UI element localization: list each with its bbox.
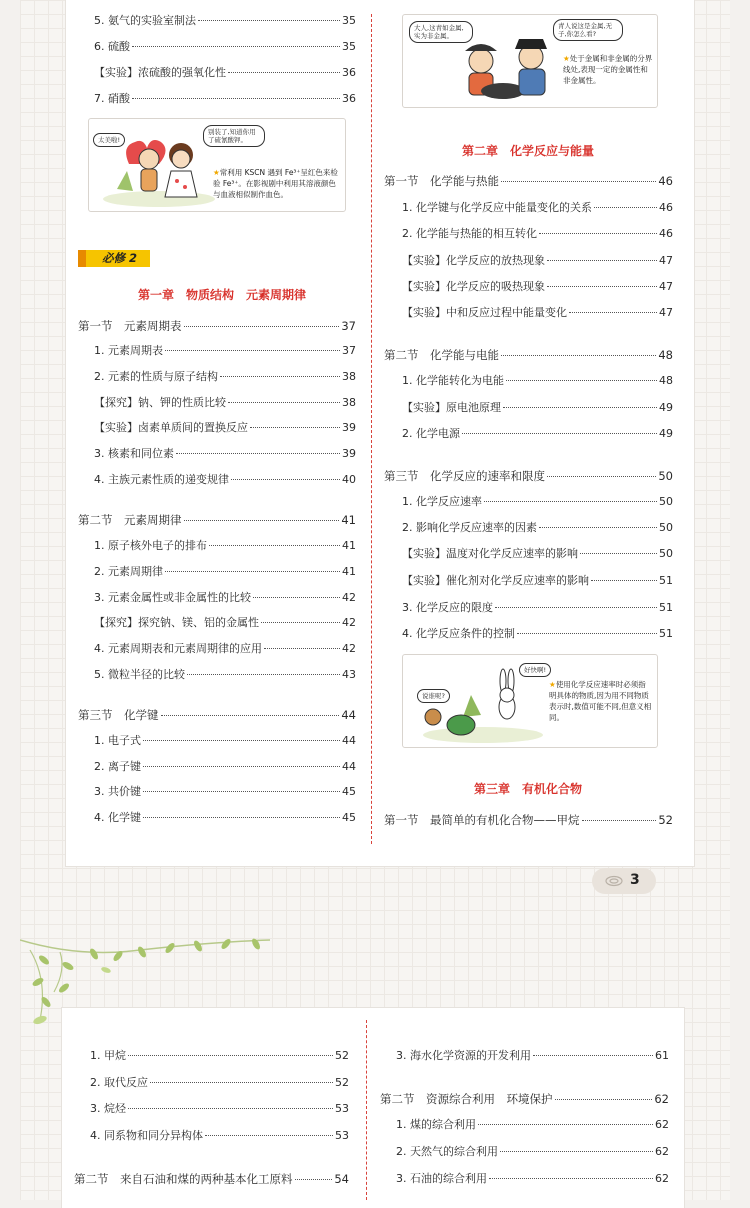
toc-entry-page: 36 — [342, 92, 356, 105]
toc-entry-label: 【实验】卤素单质间的置换反应 — [94, 421, 248, 434]
caption-text: 处于金属和非金属的分界线处,表现一定的金属性和非金属性。 — [563, 54, 653, 85]
star-icon: ★ — [549, 680, 556, 689]
toc-entry-label: 第二节 来自石油和煤的两种基本化工原料 — [74, 1172, 293, 1186]
toc-entry-label: 5. 氨气的实验室制法 — [94, 14, 196, 27]
toc-entry-label: 1. 化学能转化为电能 — [402, 374, 504, 387]
toc-entry-label: 【实验】催化剂对化学反应速率的影响 — [402, 574, 589, 587]
toc-entry-label: 3. 化学反应的限度 — [402, 601, 493, 614]
chapter-3-title: 第三章 有机化合物 — [474, 782, 583, 796]
cartoon-kscn — [88, 118, 346, 212]
toc-entry-page: 53 — [335, 1129, 349, 1142]
toc-entry-page: 52 — [335, 1049, 349, 1062]
toc-entry-label: 2. 天然气的综合利用 — [396, 1145, 498, 1158]
toc-entry-page: 62 — [655, 1145, 669, 1158]
toc-entry[interactable] — [94, 473, 356, 487]
toc-entry-page: 43 — [342, 668, 356, 681]
toc-section[interactable] — [384, 813, 673, 827]
toc-entry[interactable] — [402, 401, 673, 415]
speech-bubble-left: 说谁呢? — [417, 689, 450, 703]
toc-entry[interactable] — [90, 1129, 349, 1143]
toc-entry[interactable] — [90, 1049, 349, 1063]
toc-entry-label: 第三节 化学键 — [78, 708, 159, 722]
toc-entry[interactable] — [402, 495, 673, 509]
toc-entry[interactable] — [94, 760, 356, 774]
toc-entry-label: 3. 烷烃 — [90, 1102, 126, 1115]
speech-bubble-right: 别装了,知道你用了硫氰酸钾。 — [203, 125, 265, 147]
caption-text: 常利用 KSCN 遇到 Fe³⁺呈红色来检验 Fe³⁺。在影视剧中利用其溶液颜色与血液相似制作血色。 — [213, 168, 338, 199]
speech-bubble-left: 大人,这青如金属,实为非金属。 — [409, 21, 473, 43]
toc-entry[interactable] — [396, 1049, 669, 1063]
toc-entry-page: 47 — [659, 280, 673, 293]
toc-entry-page: 37 — [341, 319, 356, 333]
toc-section[interactable] — [78, 513, 356, 527]
toc-entry-page: 50 — [659, 521, 673, 534]
toc-entry[interactable] — [94, 616, 356, 630]
toc-entry-page: 52 — [658, 813, 673, 827]
toc-entry-label: 3. 元素金属性或非金属性的比较 — [94, 591, 251, 604]
toc-entry[interactable] — [94, 421, 356, 435]
toc-entry-label: 2. 化学电源 — [402, 427, 460, 440]
cartoon-caption — [563, 53, 653, 86]
toc-entry[interactable] — [402, 627, 673, 641]
toc-entry-label: 第二节 化学能与电能 — [384, 348, 499, 362]
toc-entry-page: 44 — [342, 760, 356, 773]
toc-entry[interactable] — [396, 1172, 669, 1186]
toc-entry-label: 4. 主族元素性质的递变规律 — [94, 473, 229, 486]
toc-entry-page: 38 — [342, 370, 356, 383]
toc-entry-page: 62 — [655, 1172, 669, 1185]
toc-entry-label: 【实验】化学反应的吸热现象 — [402, 280, 545, 293]
cartoon-tortoise-hare — [402, 654, 658, 748]
toc-entry[interactable] — [94, 447, 356, 461]
toc-entry[interactable] — [94, 370, 356, 384]
toc-entry-page: 47 — [659, 254, 673, 267]
toc-entry[interactable] — [90, 1076, 349, 1090]
toc-entry-page: 51 — [659, 601, 673, 614]
toc-entry[interactable] — [402, 547, 673, 561]
toc-entry-label: 1. 电子式 — [94, 734, 141, 747]
toc-entry-label: 5. 微粒半径的比较 — [94, 668, 185, 681]
toc-entry[interactable] — [396, 1145, 669, 1159]
toc-entry[interactable] — [402, 374, 673, 388]
speech-bubble-right: 好快啊! — [519, 663, 551, 677]
toc-entry[interactable] — [94, 66, 356, 80]
toc-entry-label: 7. 硝酸 — [94, 92, 130, 105]
toc-entry[interactable] — [402, 601, 673, 615]
toc-entry-page: 41 — [341, 513, 356, 527]
toc-entry-label: 1. 煤的综合利用 — [396, 1118, 476, 1131]
toc-entry-page: 46 — [658, 174, 673, 188]
toc-entry-label: 1. 原子核外电子的排布 — [94, 539, 207, 552]
swirl-icon — [604, 875, 624, 887]
toc-entry-label: 2. 影响化学反应速率的因素 — [402, 521, 537, 534]
toc-entry-page: 46 — [659, 201, 673, 214]
toc-entry-label: 6. 硫酸 — [94, 40, 130, 53]
toc-entry-page: 41 — [342, 565, 356, 578]
toc-entry-label: 2. 元素的性质与原子结构 — [94, 370, 218, 383]
toc-entry[interactable] — [94, 539, 356, 553]
toc-entry-page: 50 — [658, 469, 673, 483]
toc-entry[interactable] — [402, 227, 673, 241]
toc-entry-page: 49 — [659, 401, 673, 414]
toc-entry[interactable] — [402, 574, 673, 588]
toc-entry-label: 3. 石油的综合利用 — [396, 1172, 487, 1185]
toc-entry-page: 42 — [342, 642, 356, 655]
toc-entry-label: 4. 同系物和同分异构体 — [90, 1129, 203, 1142]
toc-entry-page: 50 — [659, 547, 673, 560]
toc-entry-label: 【探究】钠、钾的性质比较 — [94, 396, 226, 409]
section-badge: 必修 2 — [78, 250, 150, 267]
toc-entry[interactable] — [94, 565, 356, 579]
toc-entry-label: 2. 化学能与热能的相互转化 — [402, 227, 537, 240]
toc-entry-label: 【实验】温度对化学反应速率的影响 — [402, 547, 578, 560]
toc-entry[interactable] — [402, 306, 673, 320]
toc-entry-label: 4. 元素周期表和元素周期律的应用 — [94, 642, 262, 655]
toc-entry[interactable] — [94, 92, 356, 106]
toc-entry-page: 36 — [342, 66, 356, 79]
toc-entry-page: 51 — [659, 627, 673, 640]
chapter-2-title: 第二章 化学反应与能量 — [462, 144, 595, 158]
toc-entry-label: 【实验】化学反应的放热现象 — [402, 254, 545, 267]
toc-entry-label: 4. 化学键 — [94, 811, 141, 824]
toc-entry-page: 49 — [659, 427, 673, 440]
toc-entry[interactable] — [90, 1102, 349, 1116]
toc-entry-page: 53 — [335, 1102, 349, 1115]
toc-entry[interactable] — [396, 1118, 669, 1132]
toc-entry-page: 35 — [342, 40, 356, 53]
toc-entry-page: 41 — [342, 539, 356, 552]
speech-bubble-right: 青人说这是金属,无子,你怎么看? — [553, 19, 623, 41]
toc-entry[interactable] — [94, 734, 356, 748]
toc-entry-label: 1. 甲烷 — [90, 1049, 126, 1062]
toc-entry-label: 3. 共价键 — [94, 785, 141, 798]
column-divider — [371, 14, 372, 844]
toc-entry-page: 62 — [655, 1118, 669, 1131]
toc-entry-page: 39 — [342, 421, 356, 434]
toc-entry-label: 1. 元素周期表 — [94, 344, 163, 357]
toc-entry-page: 38 — [342, 396, 356, 409]
toc-entry-page: 42 — [342, 591, 356, 604]
toc-entry-page: 62 — [654, 1092, 669, 1106]
toc-entry-page: 45 — [342, 785, 356, 798]
toc-entry[interactable] — [94, 785, 356, 799]
cartoon-judge — [402, 14, 658, 108]
page-number: 3 — [630, 872, 640, 888]
toc-section[interactable] — [380, 1092, 669, 1106]
toc-entry[interactable] — [94, 14, 356, 28]
toc-entry-page: 44 — [341, 708, 356, 722]
toc-entry-label: 【探究】探究钠、镁、铝的金属性 — [94, 616, 259, 629]
toc-entry-label: 1. 化学反应速率 — [402, 495, 482, 508]
toc-entry-label: 2. 元素周期律 — [94, 565, 163, 578]
toc-entry-page: 54 — [334, 1172, 349, 1186]
toc-entry-label: 4. 化学反应条件的控制 — [402, 627, 515, 640]
toc-entry-page: 48 — [658, 348, 673, 362]
toc-entry-label: 【实验】浓硫酸的强氧化性 — [94, 66, 226, 79]
toc-entry-page: 42 — [342, 616, 356, 629]
toc-entry-page: 40 — [342, 473, 356, 486]
toc-entry[interactable] — [94, 344, 356, 358]
toc-entry[interactable] — [402, 280, 673, 294]
toc-entry-label: 3. 核素和同位素 — [94, 447, 174, 460]
toc-entry-label: 【实验】中和反应过程中能量变化 — [402, 306, 567, 319]
snail-icon — [425, 709, 441, 725]
toc-entry-page: 37 — [342, 344, 356, 357]
toc-section[interactable] — [384, 348, 673, 362]
toc-entry-label: 2. 离子键 — [94, 760, 141, 773]
toc-entry-label: 第一节 最简单的有机化合物——甲烷 — [384, 813, 580, 827]
toc-entry-label: 【实验】原电池原理 — [402, 401, 501, 414]
toc-entry-label: 第一节 元素周期表 — [78, 319, 182, 333]
toc-entry-page: 61 — [655, 1049, 669, 1062]
toc-entry[interactable] — [94, 668, 356, 682]
toc-entry-page: 35 — [342, 14, 356, 27]
toc-entry[interactable] — [94, 642, 356, 656]
toc-entry-page: 51 — [659, 574, 673, 587]
toc-entry-label: 1. 化学键与化学反应中能量变化的关系 — [402, 201, 592, 214]
toc-entry-page: 50 — [659, 495, 673, 508]
toc-entry-page: 39 — [342, 447, 356, 460]
toc-entry-page: 48 — [659, 374, 673, 387]
toc-entry[interactable] — [402, 201, 673, 215]
toc-entry-page: 47 — [659, 306, 673, 319]
toc-section[interactable] — [384, 174, 673, 188]
cartoon-caption — [549, 679, 653, 723]
caption-text: 使用化学反应速率时必须指明具体的物质,因为用不同物质表示时,数值可能不同,但意义相同。 — [549, 680, 652, 722]
toc-entry[interactable] — [94, 811, 356, 825]
toc-section[interactable] — [78, 319, 356, 333]
star-icon: ★ — [213, 168, 220, 177]
column-divider — [366, 1020, 367, 1200]
toc-entry-page: 45 — [342, 811, 356, 824]
toc-entry-label: 第三节 化学反应的速率和限度 — [384, 469, 545, 483]
toc-entry-page: 52 — [335, 1076, 349, 1089]
toc-entry-label: 第一节 化学能与热能 — [384, 174, 499, 188]
toc-section[interactable] — [384, 469, 673, 483]
toc-entry[interactable] — [402, 427, 673, 441]
toc-entry-label: 第二节 元素周期律 — [78, 513, 182, 527]
cartoon-caption — [213, 167, 341, 200]
toc-entry-label: 第二节 资源综合利用 环境保护 — [380, 1092, 553, 1106]
toc-entry[interactable] — [402, 254, 673, 268]
toc-entry[interactable] — [94, 40, 356, 54]
toc-entry-page: 44 — [342, 734, 356, 747]
toc-section[interactable] — [78, 708, 356, 722]
toc-section[interactable] — [74, 1172, 349, 1186]
toc-entry-label: 2. 取代反应 — [90, 1076, 148, 1089]
toc-entry-page: 46 — [659, 227, 673, 240]
toc-entry-label: 3. 海水化学资源的开发利用 — [396, 1049, 531, 1062]
toc-entry[interactable] — [94, 591, 356, 605]
toc-entry[interactable] — [94, 396, 356, 410]
chapter-1-title: 第一章 物质结构 元素周期律 — [138, 288, 307, 302]
page-number-tab — [592, 868, 656, 894]
speech-bubble-left: 太美啦! — [93, 133, 125, 147]
toc-entry[interactable] — [402, 521, 673, 535]
star-icon: ★ — [563, 54, 570, 63]
